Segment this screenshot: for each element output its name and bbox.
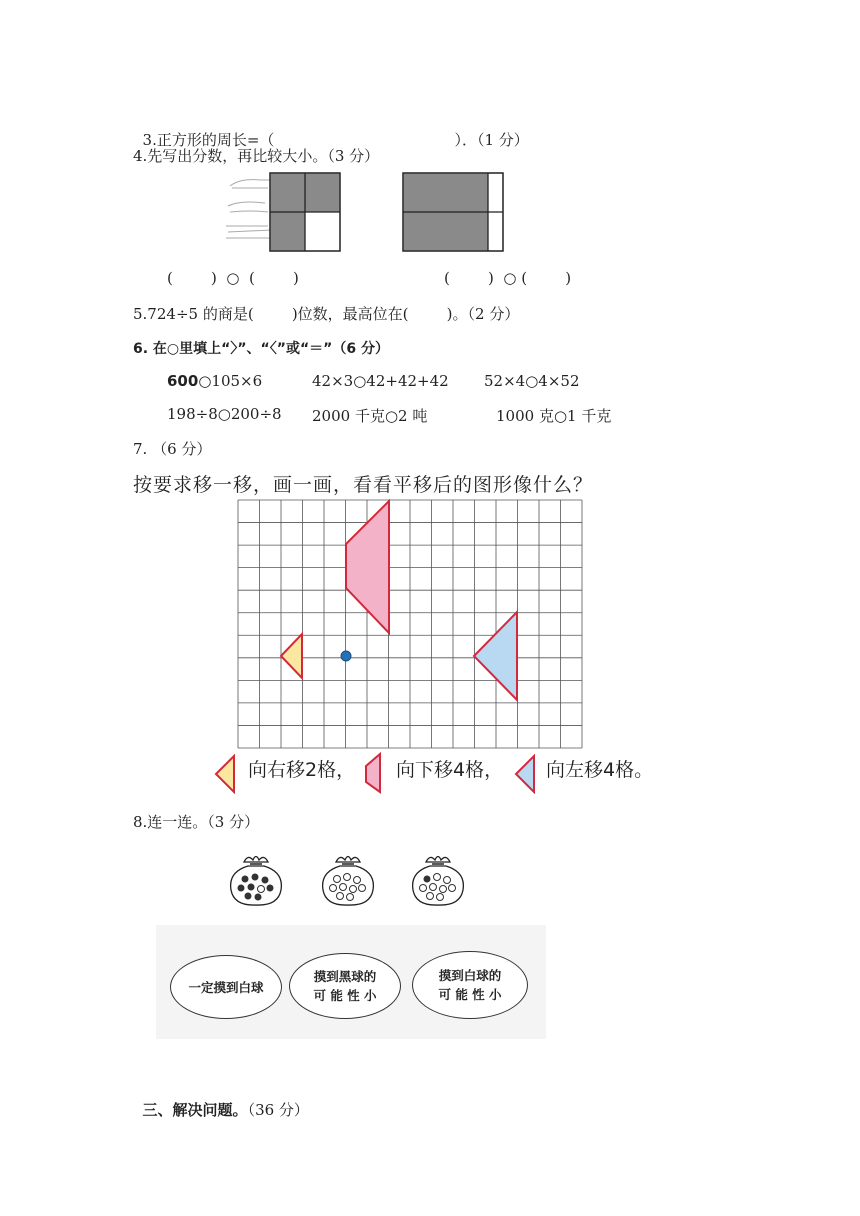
reference-dot [341, 651, 351, 661]
oval-black-unlikely[interactable] [289, 953, 401, 1019]
yellow-triangle [281, 634, 302, 678]
bag-2-icon [323, 857, 374, 906]
rect-fraction-figure [403, 173, 503, 251]
q6-row2-item2[interactable]: 2000 千克○2 吨 [312, 407, 428, 425]
q6-number-600: 600 [167, 372, 199, 390]
question-7: 7. （6 分） [133, 440, 212, 458]
pink-shape-icon [364, 752, 386, 794]
q3-prefix: 3.正方形的周长=（ [142, 131, 275, 149]
oval-2-line-1: 摸到黑球的 [313, 969, 377, 984]
oval-white-unlikely[interactable] [412, 951, 528, 1019]
bag-3-icon [413, 857, 464, 906]
section-3-title: 三、解决问题。 [142, 1101, 248, 1119]
translation-grid [236, 498, 584, 750]
square-fraction-figure [270, 173, 340, 251]
question-4: 4.先写出分数，再比较大小。（3 分） [133, 147, 380, 165]
caption-move-right: 向右移2格， [248, 759, 356, 781]
q7-instruction: 按要求移一移，画一画，看看平移后的图形像什么？ [133, 474, 594, 496]
section-3-heading [133, 1081, 309, 1120]
question-8: 8.连一连。（3 分） [133, 813, 260, 831]
q3-suffix: ）．（1 分） [454, 131, 529, 149]
q4-left-compare[interactable]: ( ) ○ ( ) [167, 269, 299, 287]
ball-bags [226, 852, 476, 912]
yellow-shape-icon [214, 754, 236, 794]
oval-1-line-1: 一定摸到白球 [188, 979, 264, 995]
bag-1-icon [231, 857, 282, 906]
q6-row1-item1[interactable] [167, 372, 262, 390]
oval-2-line-2: 可 能 性 小 [313, 988, 377, 1003]
blue-shape-icon [514, 754, 538, 794]
fraction-figures [220, 168, 510, 258]
q6-row2-item1[interactable]: 198÷8○200÷8 [167, 405, 282, 423]
q6-row1-item2[interactable]: 42×3○42+42+42 [312, 372, 449, 390]
q6-expr: ○105×6 [198, 372, 263, 390]
section-3-score: （36 分） [247, 1101, 309, 1119]
question-5: 5.724÷5 的商是( )位数，最高位在( )。（2 分） [133, 305, 520, 323]
oval-3-line-1: 摸到白球的 [438, 968, 502, 983]
caption-move-down: 向下移4格， [396, 759, 504, 781]
pink-trapezoid [346, 501, 389, 633]
q6-row1-item3[interactable]: 52×4○4×52 [484, 372, 580, 390]
oval-certain-white[interactable] [170, 955, 282, 1019]
blue-triangle [474, 612, 517, 700]
oval-3-line-2: 可 能 性 小 [438, 987, 502, 1002]
q4-right-compare[interactable]: ( ) ○ ( ) [444, 269, 572, 287]
caption-move-left: 向左移4格。 [546, 759, 654, 781]
question-6: 6. 在○里填上“〉”、“〈”或“＝”（6 分） [133, 341, 389, 357]
q6-row2-item3[interactable]: 1000 克○1 千克 [496, 407, 612, 425]
